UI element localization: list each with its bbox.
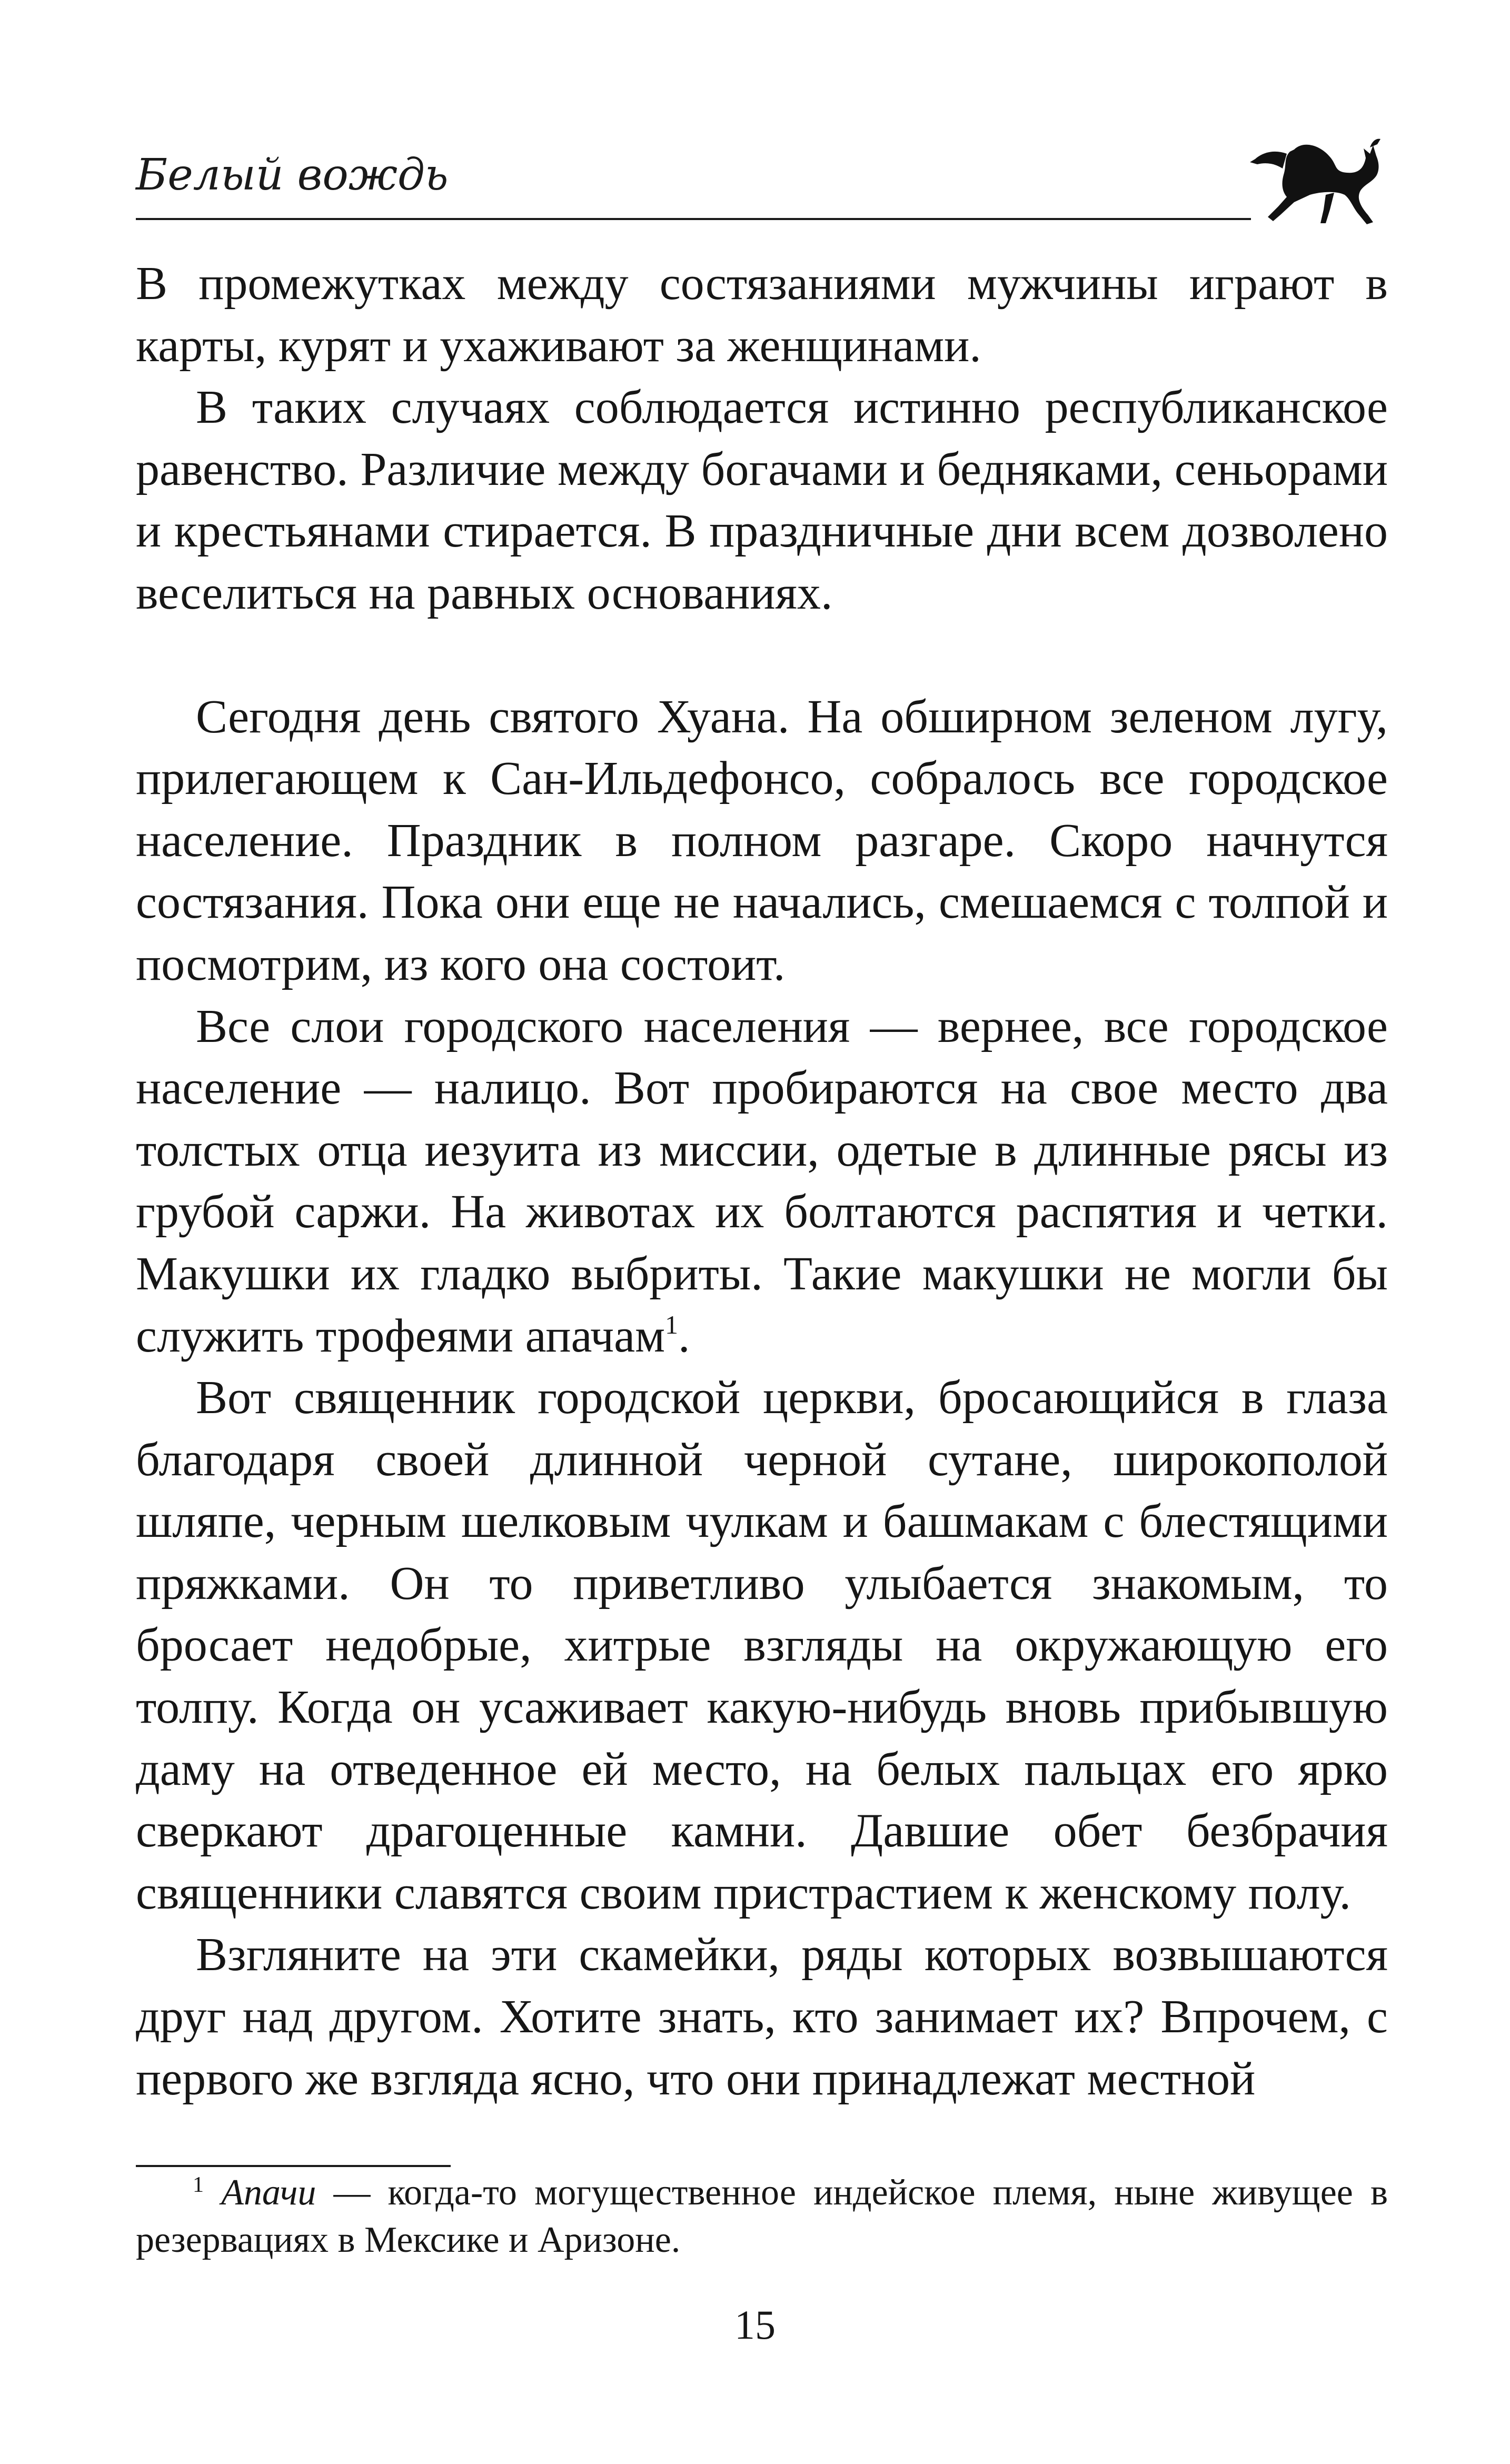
paragraph: Взгляните на эти скамейки, ряды которых возвышаются друг над другом. Хотите знать, кто занимает их? Впрочем, с первого же взгляда ясно, что они принадлежат местной — [136, 1929, 1388, 2105]
paragraph: Сегодня день святого Хуана. На обширном зеленом лугу, прилегающем к Сан-Ильдефонсо, собралось все городское население. Праздник в полном разгаре. Скоро начнутся состязания. Пока они еще не начались, смешаемся с толпой и посмотрим, из кого она состоит. — [136, 690, 1388, 990]
footnote-text: — когда-то могущественное индейское племя, ныне живущее в резервациях в Мексике и Аризоне. — [136, 2172, 1388, 2260]
paragraph: Вот священник городской церкви, бросающийся в глаза благодаря своей длинной черной сутане, широкополой шляпе, черным шелковым чулкам и башмакам с блестящими пряжками. Он то приветливо улыбается знакомым, то бросает недобрые, хитрые взгляды на окружающую его толпу. Когда он усаживает какую-нибудь вновь прибывшую даму на отведенное ей место, на белых пальцах его ярко сверкают драгоценные камни. Давшие обет безбрачия священники славятся своим пристрастием к женскому полу. — [136, 1372, 1388, 1919]
paragraph-end: . — [678, 1309, 690, 1362]
paragraph-text: Все слои городского населения — вернее, все городское население — налицо. Вот пробираются на свое место два толстых отца иезуита из миссии, одетые в длинные рясы из грубой саржи. На животах их болтаются распятия и четки. Макушки их гладко выбриты. Такие макушки не могли бы служить трофеями апачам — [136, 1000, 1388, 1362]
footnote-rule — [136, 2165, 451, 2167]
footnote-term: Апачи — [221, 2172, 316, 2213]
paragraph: В таких случаях соблюдается истинно республиканское равенство. Различие между богачами и бедняками, сеньорами и крестьянами стирается. В праздничные дни всем дозволено веселиться на равных основаниях. — [136, 381, 1388, 619]
horse-icon — [1241, 136, 1388, 231]
paragraph — [136, 996, 1388, 1367]
running-title: Белый вождь — [136, 150, 449, 200]
page-number: 15 — [734, 2302, 776, 2348]
footnote-marker: 1 — [193, 2173, 204, 2197]
paragraph: В промежутках между состязаниями мужчины играют в карты, курят и ухаживают за женщинами. — [136, 257, 1388, 372]
footnote — [136, 2169, 1388, 2264]
header-rule — [136, 218, 1251, 220]
running-header — [136, 136, 1388, 231]
main-text — [136, 253, 1388, 2110]
footnote-reference: 1 — [665, 1309, 679, 1339]
